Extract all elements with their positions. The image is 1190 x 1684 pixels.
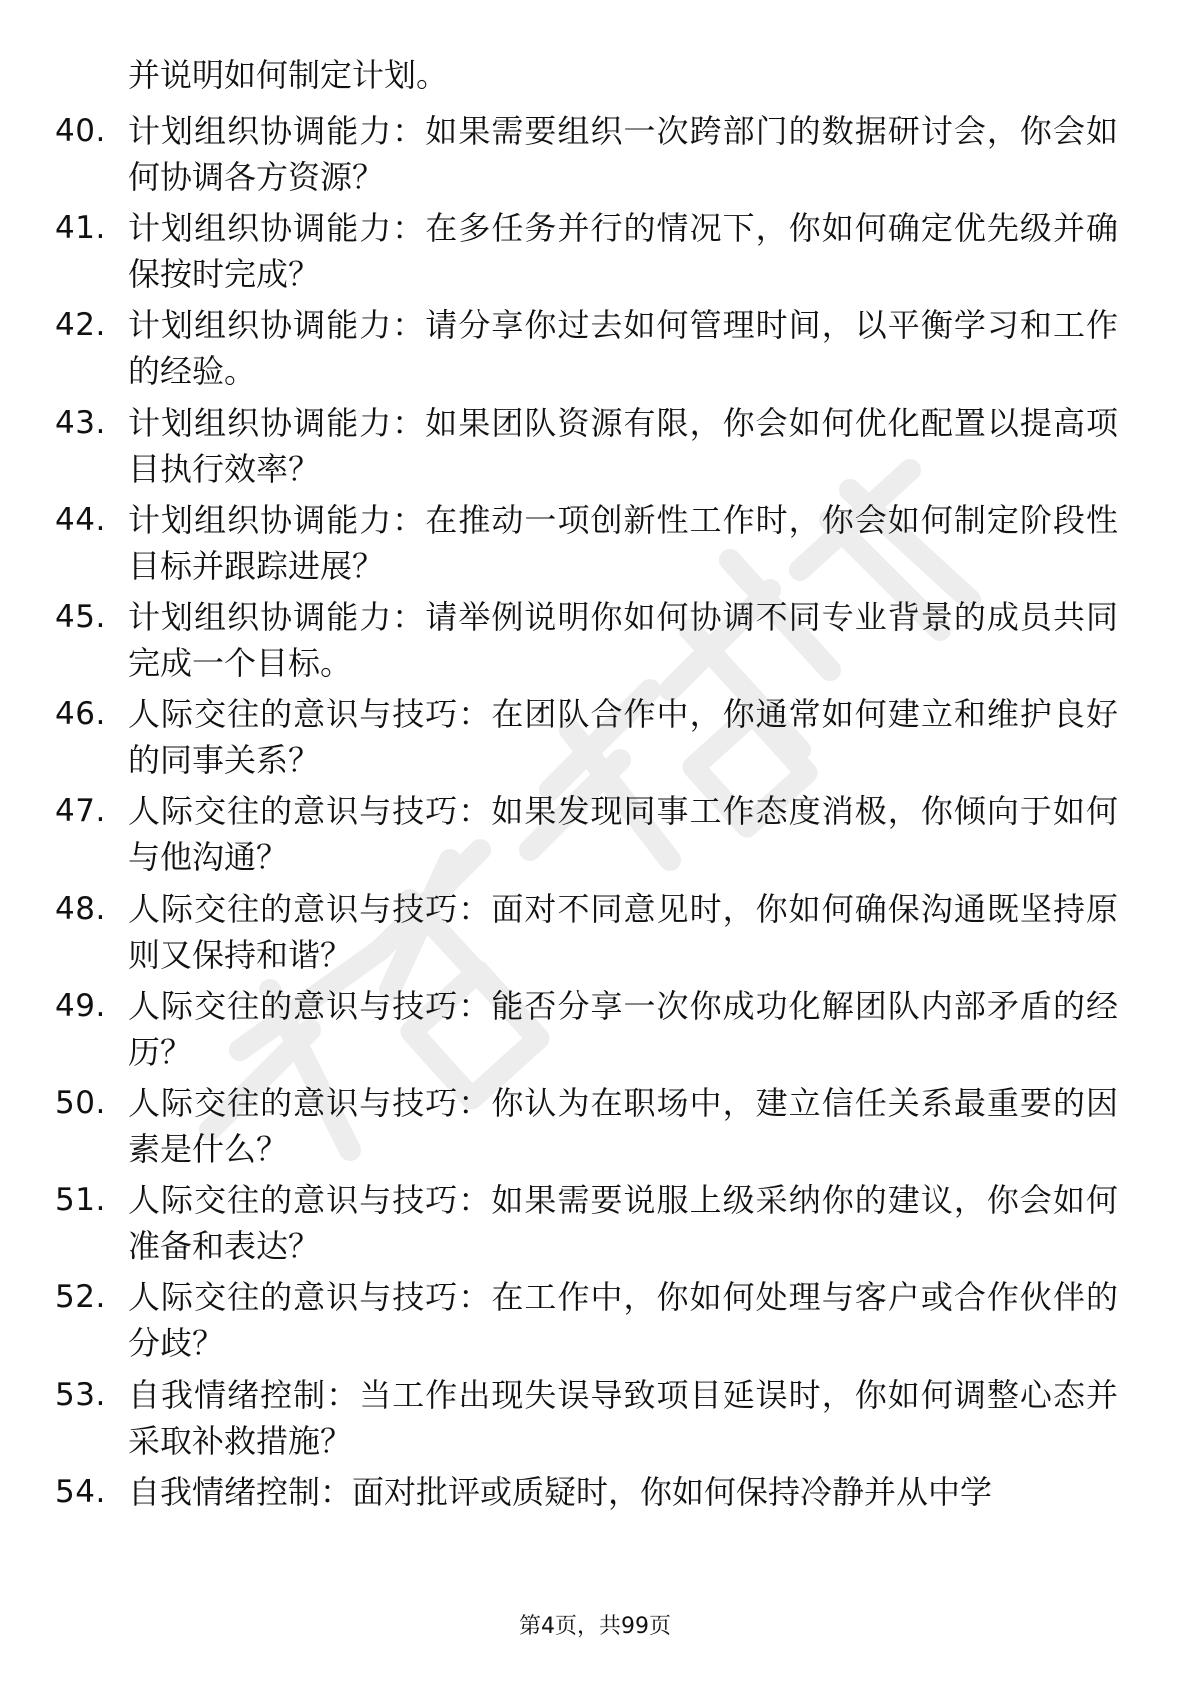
- question-text: 自我情绪控制：面对批评或质疑时，你如何保持冷静并从中学: [128, 1472, 993, 1511]
- question-number: 52.: [55, 1279, 106, 1316]
- question-item: [0, 1469, 1190, 1569]
- question-text: 计划组织协调能力：在多任务并行的情况下，你如何确定优先级并确保按时完成？: [128, 209, 1118, 294]
- question-item: [0, 691, 1190, 791]
- question-number: 49.: [55, 987, 106, 1024]
- question-item: [0, 205, 1190, 305]
- question-item: [0, 1080, 1190, 1180]
- question-number: 45.: [55, 599, 106, 635]
- question-number: 42.: [55, 307, 106, 344]
- question-item: [0, 886, 1190, 986]
- question-item: [0, 594, 1190, 694]
- question-text: 人际交往的意识与技巧：在团队合作中，你通常如何建立和维护良好的同事关系？: [128, 695, 1118, 780]
- question-text: 人际交往的意识与技巧：你认为在职场中，建立信任关系最重要的因素是什么？: [128, 1084, 1118, 1168]
- question-item: [0, 497, 1190, 597]
- question-number: 46.: [55, 696, 106, 733]
- question-number: 51.: [55, 1182, 106, 1219]
- question-item: [0, 302, 1190, 402]
- page-footer: 第4页，共99页: [519, 1614, 671, 1639]
- question-text: 计划组织协调能力：请举例说明你如何协调不同专业背景的成员共同完成一个目标。: [128, 598, 1118, 682]
- question-text: 人际交往的意识与技巧：面对不同意见时，你如何确保沟通既坚持原则又保持和谐？: [128, 889, 1118, 974]
- question-text: 人际交往的意识与技巧：如果发现同事工作态度消极，你倾向于如何与他沟通？: [128, 792, 1118, 877]
- question-item: [0, 788, 1190, 888]
- question-item: [0, 1372, 1190, 1472]
- question-number: 44.: [55, 501, 106, 538]
- question-text: 计划组织协调能力：请分享你过去如何管理时间，以平衡学习和工作的经验。: [128, 306, 1118, 391]
- question-text: 自我情绪控制：当工作出现失误导致项目延误时，你如何调整心态并采取补救措施？: [128, 1375, 1118, 1460]
- question-number: 40.: [55, 113, 106, 149]
- question-item: [0, 983, 1190, 1083]
- question-number: 41.: [55, 210, 106, 247]
- question-number: 53.: [55, 1376, 106, 1413]
- question-item: [0, 1274, 1190, 1374]
- question-number: 48.: [55, 890, 106, 927]
- question-text: 计划组织协调能力：如果需要组织一次跨部门的数据研讨会，你会如何协调各方资源？: [128, 112, 1118, 196]
- question-number: 47.: [55, 793, 106, 830]
- question-item: [0, 108, 1190, 208]
- question-text: 人际交往的意识与技巧：在工作中，你如何处理与客户或合作伙伴的分歧？: [128, 1278, 1118, 1363]
- question-text: 计划组织协调能力：如果团队资源有限，你会如何优化配置以提高项目执行效率？: [128, 403, 1118, 488]
- question-number: 54.: [55, 1473, 106, 1510]
- question-item: [0, 1177, 1190, 1277]
- question-number: 43.: [55, 404, 106, 441]
- question-text: 人际交往的意识与技巧：能否分享一次你成功化解团队内部矛盾的经历？: [128, 986, 1118, 1071]
- question-text: 人际交往的意识与技巧：如果需要说服上级采纳你的建议，你会如何准备和表达？: [128, 1181, 1118, 1266]
- question-number: 50.: [55, 1085, 106, 1121]
- question-item: [0, 400, 1190, 500]
- continuation-text: 并说明如何制定计划。: [128, 56, 449, 94]
- question-text: 计划组织协调能力：在推动一项创新性工作时，你会如何制定阶段性目标并跟踪进展？: [128, 500, 1118, 585]
